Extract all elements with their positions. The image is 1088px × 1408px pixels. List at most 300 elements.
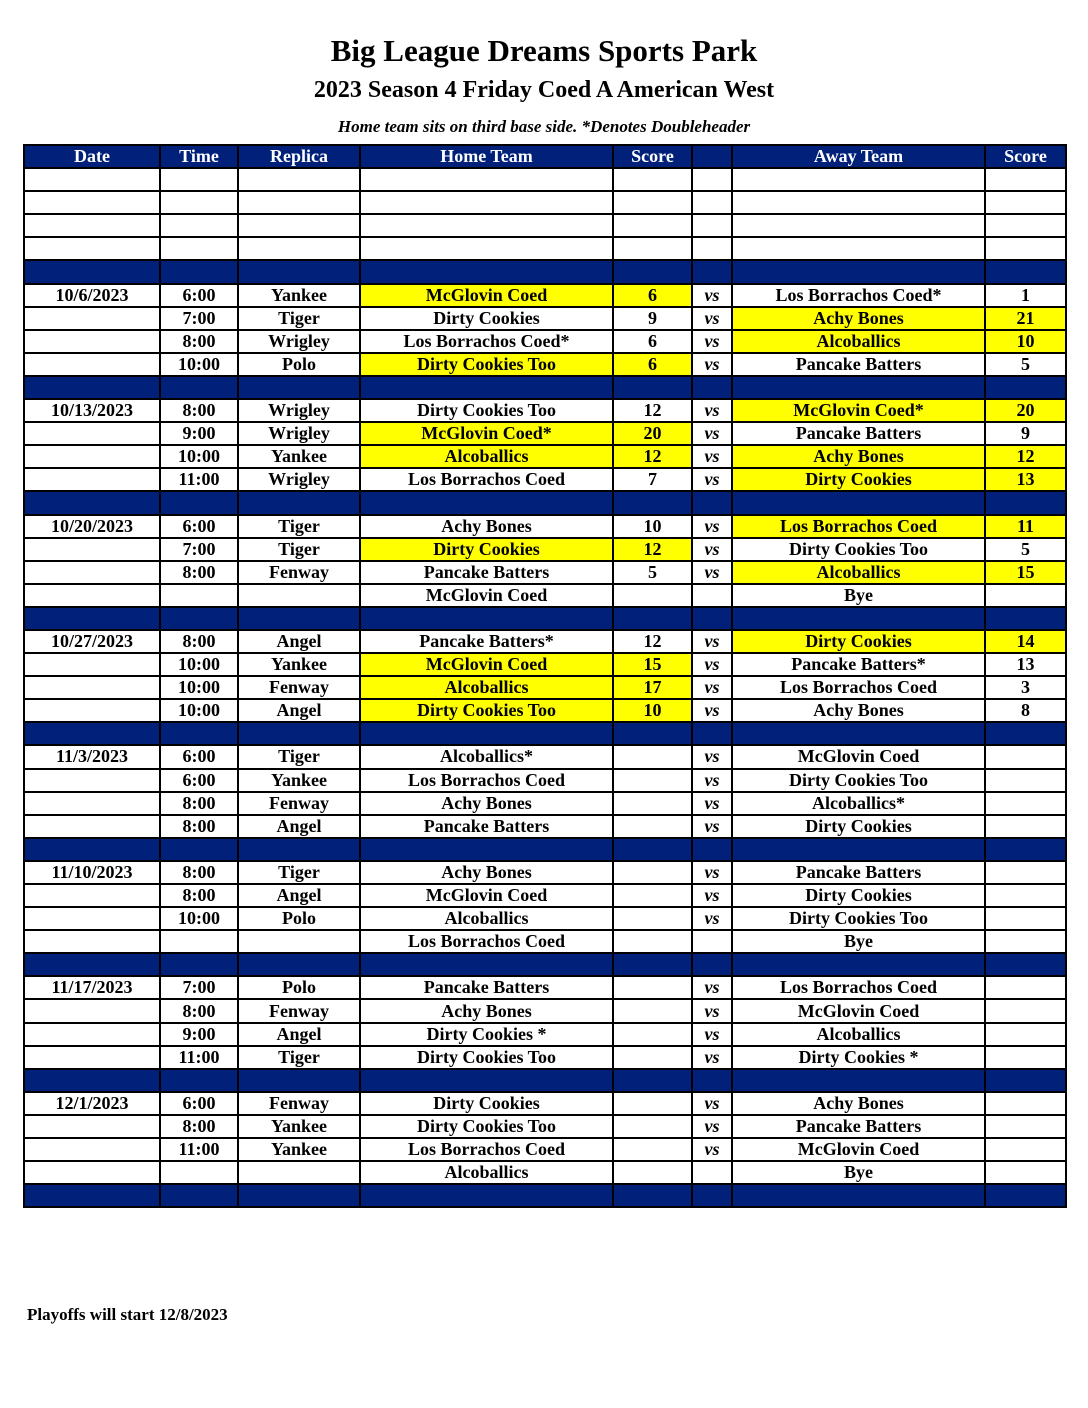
separator-cell — [160, 838, 238, 861]
home-score-cell — [613, 815, 692, 838]
game-row — [24, 307, 1066, 330]
time-cell — [160, 584, 238, 607]
game-row — [24, 930, 1066, 953]
separator-cell — [692, 491, 732, 514]
home-score-cell — [613, 907, 692, 930]
home-score-cell: 10 — [613, 515, 692, 538]
separator-cell — [613, 260, 692, 283]
away-team-cell: Alcoballics — [732, 561, 985, 584]
home-team-cell: McGlovin Coed — [360, 884, 613, 907]
date-cell — [24, 884, 160, 907]
away-team-cell: Alcoballics — [732, 330, 985, 353]
schedule-table — [23, 144, 1067, 1208]
time-cell: 9:00 — [160, 422, 238, 445]
away-score-cell: 5 — [985, 538, 1066, 561]
home-team-cell: Dirty Cookies Too — [360, 1046, 613, 1069]
date-cell — [24, 538, 160, 561]
vs-cell: vs — [692, 1092, 732, 1115]
schedule-body — [24, 168, 1066, 1207]
separator-cell — [24, 1184, 160, 1207]
home-score-cell — [613, 1046, 692, 1069]
home-score-cell — [613, 769, 692, 792]
separator-cell — [985, 491, 1066, 514]
away-team-cell: Los Borrachos Coed* — [732, 284, 985, 307]
time-cell: 7:00 — [160, 976, 238, 999]
time-cell: 7:00 — [160, 307, 238, 330]
home-score-cell — [613, 861, 692, 884]
replica-cell: Yankee — [238, 445, 360, 468]
separator-cell — [238, 1184, 360, 1207]
away-score-cell — [985, 884, 1066, 907]
home-team-cell: Achy Bones — [360, 792, 613, 815]
home-team-cell: Dirty Cookies Too — [360, 399, 613, 422]
home-score-cell — [613, 191, 692, 214]
date-cell — [24, 561, 160, 584]
vs-cell — [692, 214, 732, 237]
column-header-time: Time — [160, 145, 238, 168]
home-score-cell — [613, 584, 692, 607]
away-score-cell: 8 — [985, 699, 1066, 722]
separator-cell — [692, 722, 732, 745]
time-cell: 8:00 — [160, 561, 238, 584]
date-cell — [24, 930, 160, 953]
separator-cell — [360, 491, 613, 514]
separator-cell — [360, 838, 613, 861]
away-score-cell: 21 — [985, 307, 1066, 330]
away-team-cell: Dirty Cookies — [732, 630, 985, 653]
time-cell: 11:00 — [160, 1138, 238, 1161]
time-cell — [160, 930, 238, 953]
date-cell — [24, 792, 160, 815]
vs-cell: vs — [692, 976, 732, 999]
home-score-cell: 9 — [613, 307, 692, 330]
home-score-cell — [613, 214, 692, 237]
separator-cell — [613, 1069, 692, 1092]
replica-cell: Wrigley — [238, 330, 360, 353]
home-team-cell: Alcoballics — [360, 676, 613, 699]
game-row — [24, 907, 1066, 930]
replica-cell: Tiger — [238, 515, 360, 538]
separator-cell — [985, 376, 1066, 399]
separator-cell — [732, 1184, 985, 1207]
separator-cell — [24, 838, 160, 861]
away-team-cell: Alcoballics — [732, 1023, 985, 1046]
away-score-cell: 10 — [985, 330, 1066, 353]
home-team-cell: Los Borrachos Coed — [360, 1138, 613, 1161]
game-row — [24, 976, 1066, 999]
separator-row — [24, 491, 1066, 514]
away-team-cell: Dirty Cookies * — [732, 1046, 985, 1069]
vs-cell: vs — [692, 676, 732, 699]
separator-cell — [732, 953, 985, 976]
replica-cell — [238, 168, 360, 191]
home-score-cell: 12 — [613, 630, 692, 653]
separator-cell — [985, 953, 1066, 976]
home-score-cell: 12 — [613, 445, 692, 468]
separator-cell — [985, 722, 1066, 745]
time-cell: 9:00 — [160, 1023, 238, 1046]
vs-cell: vs — [692, 330, 732, 353]
replica-cell: Fenway — [238, 792, 360, 815]
away-team-cell: McGlovin Coed — [732, 1138, 985, 1161]
separator-cell — [360, 1069, 613, 1092]
game-row — [24, 653, 1066, 676]
home-team-cell: Pancake Batters — [360, 976, 613, 999]
home-team-cell: Pancake Batters — [360, 561, 613, 584]
game-row — [24, 353, 1066, 376]
separator-cell — [238, 376, 360, 399]
replica-cell: Angel — [238, 1023, 360, 1046]
vs-cell: vs — [692, 307, 732, 330]
game-row — [24, 999, 1066, 1022]
separator-cell — [732, 838, 985, 861]
replica-cell: Tiger — [238, 745, 360, 768]
game-row — [24, 422, 1066, 445]
vs-cell: vs — [692, 399, 732, 422]
away-team-cell: Bye — [732, 1161, 985, 1184]
time-cell: 10:00 — [160, 445, 238, 468]
away-team-cell: Dirty Cookies — [732, 815, 985, 838]
vs-cell: vs — [692, 745, 732, 768]
blank-row — [24, 191, 1066, 214]
game-row — [24, 515, 1066, 538]
home-score-cell — [613, 1092, 692, 1115]
home-score-cell — [613, 1138, 692, 1161]
game-row — [24, 284, 1066, 307]
separator-cell — [692, 838, 732, 861]
home-team-cell: Achy Bones — [360, 515, 613, 538]
date-cell — [24, 699, 160, 722]
game-row — [24, 330, 1066, 353]
vs-cell — [692, 1161, 732, 1184]
separator-cell — [238, 491, 360, 514]
vs-cell — [692, 584, 732, 607]
replica-cell: Tiger — [238, 1046, 360, 1069]
away-team-cell: McGlovin Coed — [732, 745, 985, 768]
home-team-cell: Dirty Cookies * — [360, 1023, 613, 1046]
vs-cell — [692, 191, 732, 214]
separator-cell — [360, 953, 613, 976]
home-score-cell — [613, 930, 692, 953]
replica-cell: Polo — [238, 976, 360, 999]
away-score-cell: 15 — [985, 561, 1066, 584]
date-cell — [24, 815, 160, 838]
replica-cell: Angel — [238, 815, 360, 838]
away-score-cell — [985, 861, 1066, 884]
separator-cell — [238, 260, 360, 283]
vs-cell: vs — [692, 284, 732, 307]
separator-cell — [692, 607, 732, 630]
separator-cell — [732, 607, 985, 630]
home-team-cell: Alcoballics — [360, 1161, 613, 1184]
away-team-cell: Los Borrachos Coed — [732, 676, 985, 699]
vs-cell: vs — [692, 515, 732, 538]
replica-cell: Fenway — [238, 561, 360, 584]
column-header-away-team: Away Team — [732, 145, 985, 168]
away-score-cell: 14 — [985, 630, 1066, 653]
separator-cell — [732, 491, 985, 514]
separator-cell — [613, 953, 692, 976]
separator-cell — [692, 1069, 732, 1092]
game-row — [24, 1161, 1066, 1184]
separator-cell — [613, 722, 692, 745]
vs-cell: vs — [692, 1138, 732, 1161]
column-header-away-score: Score — [985, 145, 1066, 168]
separator-cell — [732, 376, 985, 399]
separator-cell — [160, 953, 238, 976]
away-score-cell — [985, 1138, 1066, 1161]
date-cell: 12/1/2023 — [24, 1092, 160, 1115]
away-score-cell — [985, 237, 1066, 260]
vs-cell: vs — [692, 653, 732, 676]
away-team-cell: Pancake Batters* — [732, 653, 985, 676]
home-team-cell: Alcoballics — [360, 445, 613, 468]
replica-cell: Polo — [238, 353, 360, 376]
separator-cell — [360, 722, 613, 745]
away-team-cell — [732, 168, 985, 191]
home-team-cell: Dirty Cookies Too — [360, 699, 613, 722]
vs-cell — [692, 237, 732, 260]
separator-cell — [238, 722, 360, 745]
replica-cell: Yankee — [238, 769, 360, 792]
separator-cell — [160, 607, 238, 630]
date-cell — [24, 999, 160, 1022]
away-score-cell — [985, 191, 1066, 214]
separator-cell — [613, 376, 692, 399]
away-score-cell: 3 — [985, 676, 1066, 699]
time-cell: 8:00 — [160, 792, 238, 815]
away-score-cell: 5 — [985, 353, 1066, 376]
home-team-cell: Los Borrachos Coed — [360, 769, 613, 792]
separator-cell — [360, 376, 613, 399]
home-score-cell: 12 — [613, 399, 692, 422]
home-score-cell — [613, 237, 692, 260]
away-team-cell: Bye — [732, 930, 985, 953]
home-team-cell: Dirty Cookies Too — [360, 353, 613, 376]
column-header-replica: Replica — [238, 145, 360, 168]
date-cell: 10/27/2023 — [24, 630, 160, 653]
home-team-cell: Los Borrachos Coed — [360, 468, 613, 491]
game-row — [24, 561, 1066, 584]
date-cell: 11/3/2023 — [24, 745, 160, 768]
time-cell: 8:00 — [160, 815, 238, 838]
away-score-cell — [985, 1023, 1066, 1046]
replica-cell: Tiger — [238, 307, 360, 330]
time-cell: 10:00 — [160, 653, 238, 676]
date-cell: 10/20/2023 — [24, 515, 160, 538]
away-score-cell — [985, 769, 1066, 792]
away-team-cell: Pancake Batters — [732, 353, 985, 376]
separator-cell — [985, 607, 1066, 630]
time-cell: 6:00 — [160, 769, 238, 792]
game-row — [24, 445, 1066, 468]
separator-cell — [160, 1069, 238, 1092]
vs-cell: vs — [692, 769, 732, 792]
game-row — [24, 1023, 1066, 1046]
away-score-cell — [985, 214, 1066, 237]
home-team-cell: McGlovin Coed — [360, 584, 613, 607]
replica-cell: Fenway — [238, 676, 360, 699]
time-cell: 10:00 — [160, 907, 238, 930]
home-score-cell: 6 — [613, 284, 692, 307]
header-row — [24, 145, 1066, 168]
date-cell — [24, 584, 160, 607]
date-cell — [24, 422, 160, 445]
replica-cell — [238, 930, 360, 953]
blank-row — [24, 237, 1066, 260]
away-score-cell — [985, 168, 1066, 191]
time-cell: 11:00 — [160, 468, 238, 491]
playoffs-note: Playoffs will start 12/8/2023 — [27, 1305, 228, 1324]
replica-cell: Fenway — [238, 999, 360, 1022]
game-row — [24, 1092, 1066, 1115]
date-cell — [24, 353, 160, 376]
separator-cell — [160, 491, 238, 514]
separator-cell — [732, 260, 985, 283]
home-score-cell: 20 — [613, 422, 692, 445]
away-score-cell: 11 — [985, 515, 1066, 538]
date-cell — [24, 237, 160, 260]
time-cell: 6:00 — [160, 745, 238, 768]
game-row — [24, 1138, 1066, 1161]
home-score-cell — [613, 976, 692, 999]
date-cell — [24, 1046, 160, 1069]
away-score-cell — [985, 907, 1066, 930]
separator-cell — [985, 260, 1066, 283]
vs-cell: vs — [692, 861, 732, 884]
away-score-cell — [985, 930, 1066, 953]
separator-cell — [732, 722, 985, 745]
game-row — [24, 861, 1066, 884]
vs-cell: vs — [692, 1115, 732, 1138]
column-header-home-team: Home Team — [360, 145, 613, 168]
away-team-cell: Alcoballics* — [732, 792, 985, 815]
replica-cell: Wrigley — [238, 422, 360, 445]
home-score-cell — [613, 792, 692, 815]
separator-cell — [160, 376, 238, 399]
replica-cell — [238, 1161, 360, 1184]
date-cell: 10/6/2023 — [24, 284, 160, 307]
separator-cell — [160, 722, 238, 745]
home-team-cell: Achy Bones — [360, 861, 613, 884]
time-cell — [160, 1161, 238, 1184]
separator-cell — [238, 953, 360, 976]
game-row — [24, 399, 1066, 422]
away-team-cell: Achy Bones — [732, 699, 985, 722]
away-score-cell — [985, 584, 1066, 607]
away-score-cell — [985, 815, 1066, 838]
replica-cell — [238, 214, 360, 237]
vs-cell: vs — [692, 538, 732, 561]
replica-cell — [238, 237, 360, 260]
time-cell: 11:00 — [160, 1046, 238, 1069]
separator-cell — [24, 260, 160, 283]
separator-cell — [985, 838, 1066, 861]
time-cell: 8:00 — [160, 630, 238, 653]
game-row — [24, 792, 1066, 815]
date-cell — [24, 907, 160, 930]
separator-row — [24, 1184, 1066, 1207]
separator-cell — [985, 1069, 1066, 1092]
replica-cell: Yankee — [238, 284, 360, 307]
replica-cell: Angel — [238, 699, 360, 722]
game-row — [24, 1115, 1066, 1138]
schedule-note: Home team sits on third base side. *Denotes Doubleheader — [337, 117, 751, 136]
vs-cell: vs — [692, 630, 732, 653]
home-team-cell: Pancake Batters — [360, 815, 613, 838]
vs-cell: vs — [692, 468, 732, 491]
home-score-cell: 6 — [613, 330, 692, 353]
vs-cell: vs — [692, 561, 732, 584]
away-team-cell: Pancake Batters — [732, 422, 985, 445]
time-cell: 8:00 — [160, 330, 238, 353]
time-cell: 10:00 — [160, 699, 238, 722]
replica-cell: Wrigley — [238, 399, 360, 422]
time-cell: 6:00 — [160, 515, 238, 538]
vs-cell — [692, 930, 732, 953]
separator-cell — [238, 838, 360, 861]
date-cell — [24, 168, 160, 191]
away-team-cell: Los Borrachos Coed — [732, 515, 985, 538]
time-cell: 8:00 — [160, 884, 238, 907]
game-row — [24, 745, 1066, 768]
date-cell — [24, 1023, 160, 1046]
separator-cell — [692, 260, 732, 283]
away-score-cell: 13 — [985, 468, 1066, 491]
away-team-cell — [732, 214, 985, 237]
time-cell: 7:00 — [160, 538, 238, 561]
date-cell — [24, 191, 160, 214]
game-row — [24, 676, 1066, 699]
separator-cell — [24, 953, 160, 976]
separator-row — [24, 953, 1066, 976]
home-team-cell: McGlovin Coed — [360, 653, 613, 676]
game-row — [24, 468, 1066, 491]
away-team-cell: Achy Bones — [732, 445, 985, 468]
separator-cell — [160, 260, 238, 283]
separator-cell — [24, 1069, 160, 1092]
replica-cell: Fenway — [238, 1092, 360, 1115]
replica-cell: Yankee — [238, 1138, 360, 1161]
date-cell — [24, 1115, 160, 1138]
away-score-cell — [985, 976, 1066, 999]
home-team-cell: Alcoballics — [360, 907, 613, 930]
time-cell — [160, 168, 238, 191]
page-subtitle: 2023 Season 4 Friday Coed A American West — [313, 77, 775, 103]
column-header-home-score: Score — [613, 145, 692, 168]
vs-cell: vs — [692, 792, 732, 815]
date-cell — [24, 214, 160, 237]
vs-cell: vs — [692, 1023, 732, 1046]
home-team-cell: Los Borrachos Coed* — [360, 330, 613, 353]
date-cell — [24, 1161, 160, 1184]
home-team-cell — [360, 237, 613, 260]
vs-cell — [692, 168, 732, 191]
away-score-cell — [985, 1092, 1066, 1115]
time-cell: 10:00 — [160, 353, 238, 376]
date-cell: 10/13/2023 — [24, 399, 160, 422]
date-cell — [24, 1138, 160, 1161]
separator-cell — [360, 607, 613, 630]
away-team-cell: Dirty Cookies — [732, 468, 985, 491]
home-team-cell: Alcoballics* — [360, 745, 613, 768]
date-cell — [24, 307, 160, 330]
home-team-cell: Achy Bones — [360, 999, 613, 1022]
vs-cell: vs — [692, 1046, 732, 1069]
time-cell: 8:00 — [160, 999, 238, 1022]
away-score-cell: 1 — [985, 284, 1066, 307]
away-team-cell — [732, 191, 985, 214]
